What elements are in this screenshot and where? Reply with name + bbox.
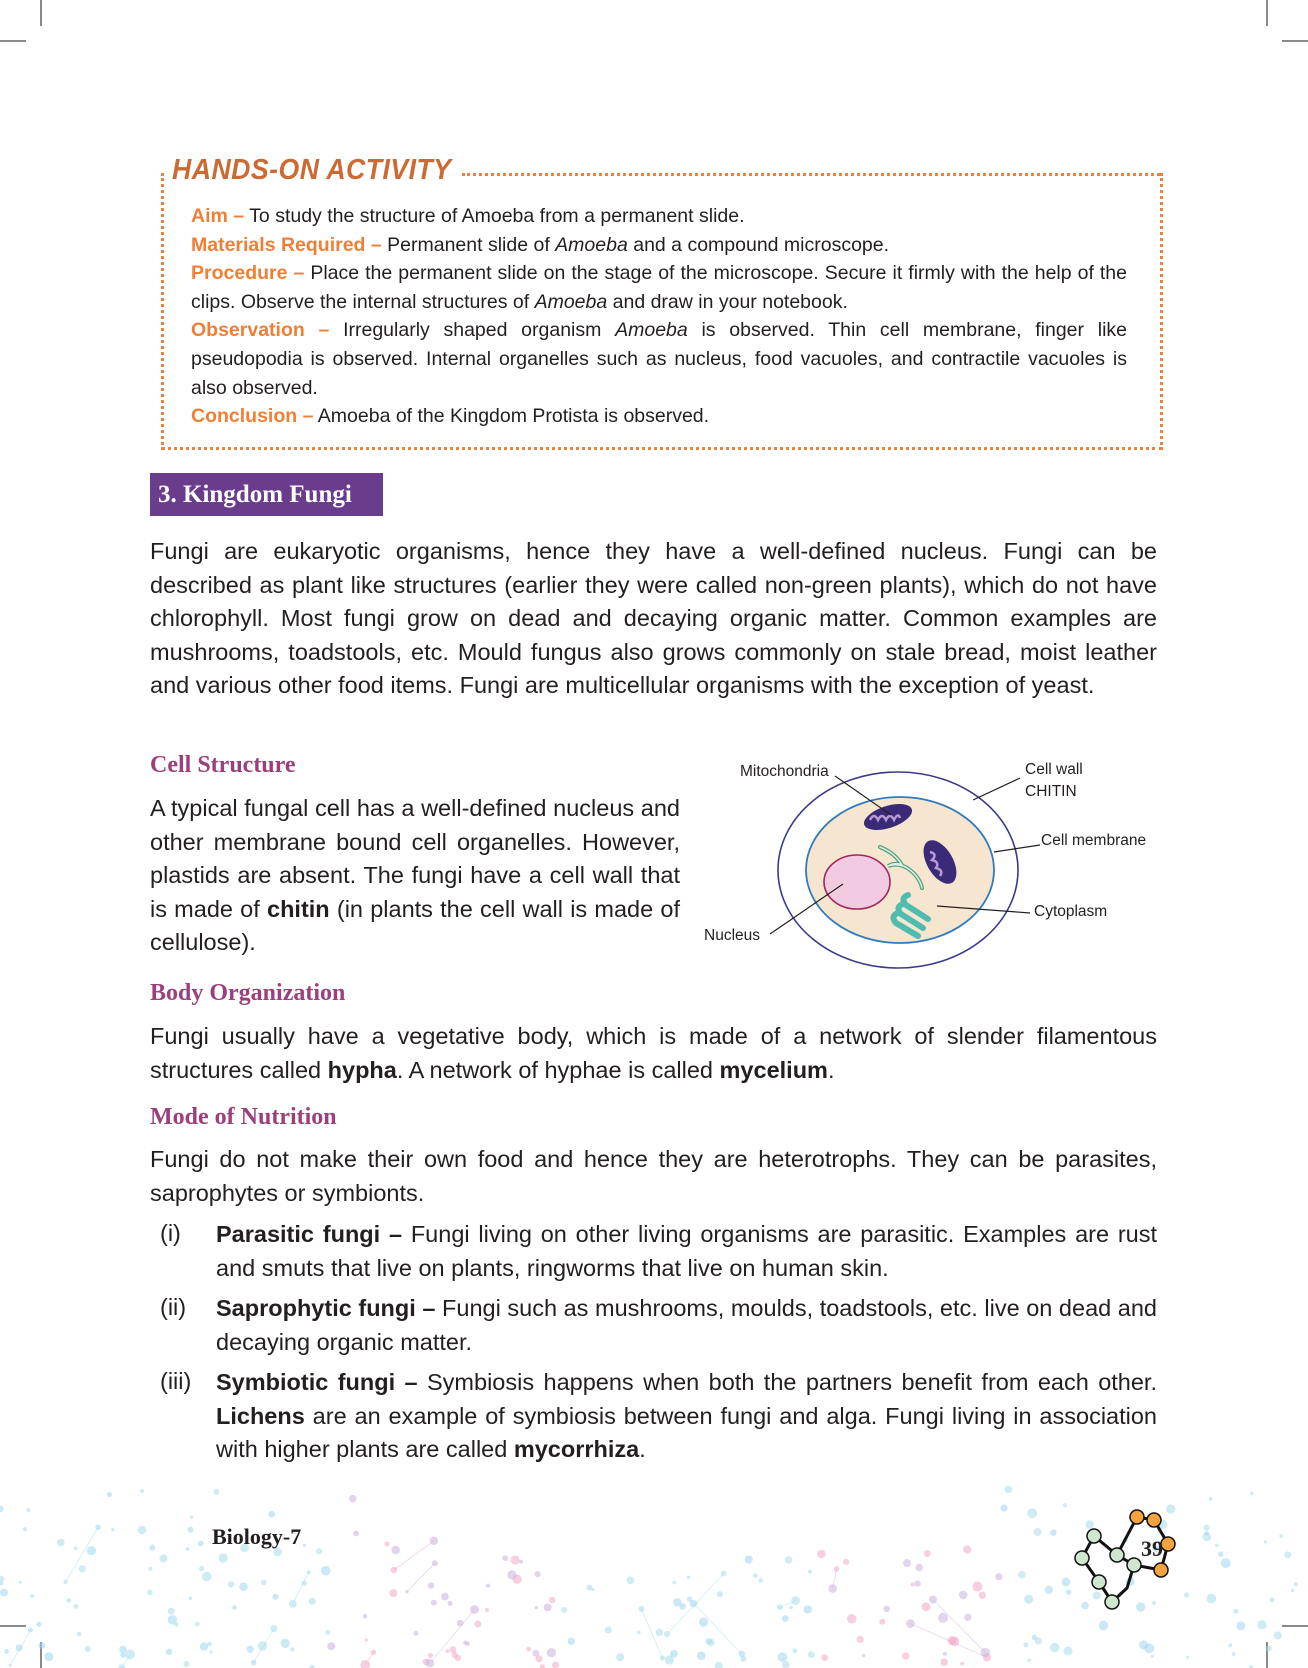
- molecule-node: [446, 1649, 450, 1653]
- molecule-node: [672, 1581, 676, 1585]
- molecule-node: [428, 1653, 433, 1658]
- crop-mark: [1266, 0, 1268, 26]
- molecule-node: [457, 1620, 464, 1627]
- molecule-node: [1257, 1620, 1266, 1629]
- molecule-node: [510, 1555, 519, 1564]
- molecule-node: [66, 1598, 71, 1603]
- molecule-node: [1234, 1609, 1239, 1614]
- molecule-node: [540, 1664, 545, 1668]
- molecule-node: [699, 1618, 708, 1627]
- molecule-node: [804, 1605, 812, 1613]
- molecule-node: [1024, 1595, 1033, 1604]
- molecule-node: [16, 1644, 23, 1651]
- materials-italic: Amoeba: [555, 233, 628, 256]
- molecule-node: [431, 1600, 437, 1606]
- molecule-node: [959, 1591, 968, 1600]
- molecule-node: [363, 1614, 368, 1619]
- molecule-node: [148, 1567, 152, 1571]
- molecule-node: [1294, 1582, 1298, 1586]
- molecule-node: [1232, 1652, 1236, 1656]
- molecule-node: [1250, 1492, 1253, 1495]
- molecule-node: [561, 1607, 567, 1613]
- molecule-node: [4, 1649, 9, 1654]
- molecule-node: [365, 1638, 368, 1641]
- molecule-node: [140, 1489, 144, 1493]
- molecule-node: [1284, 1551, 1291, 1558]
- molecule-node: [74, 1604, 79, 1609]
- molecule-node: [261, 1580, 267, 1586]
- label-cytoplasm: Cytoplasm: [1034, 903, 1108, 920]
- activity-observation: [191, 316, 1127, 402]
- mycelium-term: mycelium: [719, 1056, 828, 1083]
- body-org-text-3: .: [827, 1056, 835, 1083]
- molecule-node: [758, 1578, 763, 1583]
- molecule-node: [547, 1648, 556, 1657]
- procedure-italic: Amoeba: [534, 290, 608, 313]
- molecule-node: [753, 1573, 758, 1578]
- molecule-node: [413, 1631, 418, 1636]
- activity-body: [191, 202, 1127, 431]
- molecule-node: [125, 1650, 135, 1660]
- molecule-node: [470, 1605, 479, 1614]
- molecule-node: [26, 1508, 30, 1512]
- molecule-node: [303, 1544, 306, 1547]
- molecule-node: [119, 1646, 127, 1654]
- molecule-node: [384, 1541, 389, 1546]
- molecule-node: [526, 1647, 531, 1652]
- molecule-node: [168, 1608, 175, 1615]
- molecule-node: [656, 1629, 663, 1636]
- molecule-node: [717, 1591, 723, 1597]
- crop-mark: [40, 0, 42, 26]
- molecule-node: [903, 1559, 911, 1567]
- molecule-node: [960, 1662, 964, 1666]
- molecule-node: [1205, 1531, 1209, 1535]
- molecule-node: [549, 1597, 555, 1603]
- molecule-node: [57, 1539, 65, 1547]
- molecule-node: [979, 1592, 986, 1599]
- section-intro: Fungi are eukaryotic organisms, hence they have a well-defined nucleus. Fungi can be described as plant like structures (earlier they were called non-green plants), which do not have chlorophyll. Most fungi grow on dead and decaying organic matter. Common examples are mushrooms, toadstools, etc. Mould fungus also grows commonly on stale bread, moist leather and various other food items. Fungi are multicellular organisms with the exception of yeast.: [150, 538, 1157, 699]
- activity-procedure: [191, 259, 1127, 316]
- molecule-node: [777, 1604, 783, 1610]
- molecule-node: [847, 1614, 857, 1624]
- molecule-node: [1005, 1486, 1013, 1494]
- list-item-label: Parasitic fungi –: [216, 1221, 403, 1247]
- molecule-node: [87, 1546, 96, 1555]
- molecule-node: [19, 1581, 22, 1584]
- molecule-node: [316, 1548, 322, 1554]
- molecule-node: [817, 1550, 826, 1559]
- molecule-node: [673, 1598, 681, 1606]
- molecule-node: [1018, 1571, 1026, 1579]
- molecule-node: [1264, 1540, 1267, 1543]
- molecule-node: [782, 1615, 789, 1622]
- molecule-node: [532, 1650, 539, 1657]
- molecule-node: [1186, 1656, 1189, 1659]
- materials-label: Materials Required –: [191, 233, 382, 256]
- molecule-node: [1034, 1528, 1042, 1536]
- cell-structure-heading: Cell Structure: [150, 752, 296, 778]
- molecule-node: [943, 1652, 947, 1656]
- molecule-node: [28, 1628, 33, 1633]
- molecule-node: [745, 1555, 753, 1563]
- molecule-node: [111, 1528, 114, 1531]
- molecule-node: [902, 1652, 909, 1659]
- molecule-node: [789, 1606, 792, 1609]
- molecule-node: [916, 1564, 923, 1571]
- molecule-node: [715, 1662, 723, 1668]
- molecule-node: [940, 1658, 948, 1666]
- molecule-node: [660, 1656, 665, 1661]
- molecule-node: [963, 1545, 971, 1553]
- molecule-node: [1151, 1655, 1154, 1658]
- molecule-node: [0, 1576, 4, 1582]
- section-heading: 3. Kingdom Fungi: [150, 473, 383, 516]
- aim-label: Aim –: [191, 205, 245, 227]
- molecule-node: [1023, 1642, 1028, 1647]
- molecule-node: [544, 1603, 552, 1611]
- molecule-node: [486, 1584, 490, 1588]
- molecule-node: [183, 1661, 189, 1667]
- cell-structure-text: [150, 792, 680, 960]
- molecule-node: [281, 1639, 290, 1648]
- body-organization-text: [150, 1020, 1157, 1087]
- list-item-label: Saprophytic fungi –: [216, 1295, 436, 1321]
- label-cell-wall: Cell wall: [1025, 761, 1083, 778]
- molecule-node: [353, 1531, 359, 1537]
- molecule-node: [828, 1584, 837, 1593]
- list-item-label: Symbiotic fungi –: [216, 1369, 418, 1395]
- molecule-node: [232, 1605, 237, 1610]
- molecule-node: [938, 1613, 948, 1623]
- molecule-node: [195, 1622, 200, 1627]
- molecule-node: [670, 1650, 678, 1658]
- molecule-node: [1228, 1643, 1232, 1647]
- molecule-node: [1215, 1543, 1219, 1547]
- molecule-node: [247, 1645, 254, 1652]
- molecule-node: [325, 1630, 330, 1635]
- molecule-node: [586, 1585, 592, 1591]
- list-item-saprophytic: [216, 1292, 1157, 1359]
- molecule-node: [883, 1606, 889, 1612]
- molecule-node: [1209, 1497, 1213, 1501]
- molecule-node: [85, 1646, 91, 1652]
- molecule-node: [687, 1576, 690, 1579]
- molecule-node: [138, 1526, 147, 1535]
- molecule-node: [605, 1626, 612, 1633]
- aim-text: To study the structure of Amoeba from a permanent slide.: [244, 205, 745, 227]
- molecule-node: [568, 1637, 575, 1644]
- nutrition-heading: Mode of Nutrition: [150, 1104, 337, 1130]
- list-item-text-3: .: [639, 1436, 646, 1463]
- molecule-node: [513, 1575, 522, 1584]
- molecule-node: [290, 1647, 294, 1651]
- hexagon-molecule-icon: [1050, 1500, 1190, 1650]
- molecule-node: [782, 1661, 790, 1668]
- molecule-node: [502, 1555, 508, 1561]
- molecule-node: [964, 1614, 971, 1621]
- book-title: Biology-7: [212, 1524, 302, 1549]
- materials-text: Permanent slide of: [381, 233, 556, 256]
- molecule-node: [166, 1649, 172, 1655]
- molecule-node: [879, 1619, 885, 1625]
- molecule-node: [637, 1631, 640, 1634]
- molecule-node: [63, 1580, 67, 1584]
- list-item-parasitic: [216, 1218, 1157, 1285]
- molecule-node: [972, 1582, 982, 1592]
- molecule-node: [1221, 1558, 1231, 1568]
- molecule-node: [327, 1642, 335, 1650]
- molecule-node: [1000, 1505, 1007, 1512]
- molecule-node: [174, 1622, 178, 1626]
- molecule-node: [535, 1606, 538, 1609]
- activity-conclusion: [191, 402, 1127, 431]
- lichens-term: Lichens: [216, 1402, 305, 1429]
- molecule-node: [107, 1492, 112, 1497]
- procedure-text: Place the permanent slide on the stage of the microscope. Secure it firmly with the help of the clips. Observe the internal structures of: [191, 262, 1127, 313]
- molecule-node: [349, 1495, 357, 1503]
- molecule-node: [44, 1652, 53, 1661]
- activity-title: HANDS-ON ACTIVITY: [172, 154, 459, 187]
- molecule-node: [30, 1594, 34, 1598]
- molecule-node: [721, 1571, 727, 1577]
- molecule-node: [321, 1566, 331, 1576]
- molecule-node: [785, 1556, 792, 1563]
- molecule-node: [843, 1559, 849, 1565]
- molecule-node: [74, 1546, 78, 1550]
- molecule-node: [0, 1589, 8, 1597]
- molecule-node: [218, 1553, 227, 1562]
- molecule-node: [821, 1654, 828, 1661]
- molecule-node: [1028, 1659, 1031, 1662]
- molecule-node: [1266, 1646, 1272, 1652]
- molecule-node: [856, 1636, 863, 1643]
- molecule-node: [911, 1582, 915, 1586]
- cell-structure-text-2: (in plants the cell wall is made of cellulose).: [150, 895, 680, 956]
- molecule-node: [906, 1619, 915, 1628]
- molecule-node: [808, 1570, 812, 1574]
- molecule-node: [995, 1573, 1002, 1580]
- molecule-node: [405, 1590, 408, 1593]
- crop-mark: [0, 40, 26, 42]
- list-item-text-2: are an example of symbiosis between fungi and alga. Fungi living in association with higher plants are called: [216, 1402, 1157, 1463]
- observation-italic: Amoeba: [615, 319, 688, 342]
- label-mitochondria: Mitochondria: [740, 763, 829, 780]
- molecule-node: [95, 1525, 100, 1530]
- molecule-node: [147, 1590, 153, 1596]
- crop-mark: [1282, 40, 1308, 42]
- list-number: (ii): [160, 1294, 187, 1320]
- conclusion-text: Amoeba of the Kingdom Protista is observed.: [313, 405, 710, 428]
- molecule-node: [189, 1597, 192, 1600]
- molecule-node: [1206, 1594, 1216, 1604]
- nucleus-shape: [824, 855, 890, 909]
- molecule-node: [862, 1654, 865, 1657]
- molecule-node: [924, 1550, 931, 1557]
- molecule-node: [188, 1527, 194, 1533]
- molecule-node: [209, 1650, 213, 1654]
- molecule-node: [1270, 1598, 1275, 1603]
- molecule-node: [1274, 1632, 1282, 1640]
- molecule-node: [268, 1511, 275, 1518]
- molecule-node: [199, 1566, 204, 1571]
- materials-text-2: and a compound microscope.: [627, 233, 890, 256]
- cell-structure-text-1: A typical fungal cell has a well-defined nucleus and other membrane bound cell organelles. However, plastids are absent. The fungi have a cell wall that is made of: [150, 795, 680, 922]
- list-item-symbiotic: [216, 1366, 1157, 1467]
- molecule-node: [448, 1601, 453, 1606]
- molecule-node: [948, 1636, 957, 1645]
- molecule-node: [552, 1662, 559, 1668]
- body-org-text-2: . A network of hyphae is called: [396, 1056, 720, 1083]
- molecule-node: [190, 1516, 193, 1519]
- molecule-node: [390, 1567, 397, 1574]
- molecule-node: [441, 1593, 449, 1601]
- activity-aim: [191, 202, 1127, 231]
- list-item-text: Fungi such as mushrooms, moulds, toadstools, etc. live on dead and decaying organic matter.: [216, 1295, 1157, 1355]
- hypha-term: hypha: [327, 1056, 397, 1083]
- mycorrhiza-term: mycorrhiza: [513, 1436, 640, 1463]
- observation-text-2: is observed. Thin cell membrane, finger like pseudopodia is observed. Internal organelles such as nucleus, food vacuoles, and contractile vacuoles is also observed.: [191, 319, 1128, 399]
- list-number: (iii): [160, 1368, 192, 1394]
- molecule-node: [159, 1554, 167, 1562]
- page-number: 39: [1141, 1536, 1163, 1561]
- molecule-node: [428, 1582, 434, 1588]
- molecule-node: [23, 1527, 27, 1531]
- molecule-node: [929, 1596, 937, 1604]
- molecule-node: [705, 1638, 712, 1645]
- molecule-node: [450, 1646, 457, 1653]
- conclusion-label: Conclusion –: [191, 405, 314, 428]
- molecule-node: [272, 1594, 278, 1600]
- molecule-node: [430, 1537, 438, 1545]
- nutrition-intro: Fungi do not make their own food and hence they are heterotrophs. They can be parasites, saprophytes or symbionts.: [150, 1146, 1157, 1206]
- molecule-node: [120, 1652, 126, 1658]
- molecule-node: [778, 1652, 788, 1662]
- molecule-node: [0, 1506, 4, 1513]
- molecule-node: [915, 1581, 921, 1587]
- body-organization-heading: Body Organization: [150, 980, 346, 1006]
- list-number: (i): [160, 1220, 181, 1246]
- molecule-node: [200, 1642, 208, 1650]
- molecule-node: [228, 1581, 234, 1587]
- observation-label: Observation –: [191, 319, 330, 342]
- molecule-node: [808, 1651, 815, 1658]
- molecule-node: [792, 1648, 797, 1653]
- observation-text: Irregularly shaped organism: [329, 319, 616, 342]
- molecule-node: [309, 1598, 316, 1605]
- molecule-node: [1236, 1621, 1245, 1630]
- molecule-node: [463, 1641, 467, 1645]
- molecule-node: [1035, 1637, 1042, 1644]
- molecule-node: [922, 1602, 931, 1611]
- label-cell-membrane: Cell membrane: [1041, 832, 1147, 849]
- molecule-node: [198, 1541, 204, 1547]
- molecule-node: [627, 1576, 635, 1584]
- molecule-node: [213, 1489, 219, 1495]
- list-item-text: Symbiosis happens when both the partners benefit from each other.: [417, 1369, 1157, 1395]
- molecule-node: [186, 1547, 190, 1551]
- molecule-node: [79, 1565, 86, 1572]
- molecule-node: [1218, 1551, 1223, 1556]
- molecule-node: [239, 1582, 248, 1591]
- molecule-node: [202, 1572, 212, 1582]
- procedure-label: Procedure –: [191, 262, 305, 285]
- molecule-node: [1203, 1525, 1209, 1531]
- molecule-node: [38, 1642, 45, 1649]
- procedure-text-2: and draw in your notebook.: [607, 290, 848, 313]
- molecule-node: [371, 1650, 376, 1655]
- list-item-text: Fungi living on other living organisms are parasitic. Examples are rust and smuts that live on plants, ringworms that live on human skin.: [216, 1221, 1157, 1281]
- activity-border-top: [462, 173, 1160, 176]
- molecule-node: [270, 1625, 277, 1632]
- molecule-node: [1279, 1534, 1282, 1537]
- molecule-node: [289, 1600, 297, 1608]
- molecule-node: [485, 1608, 489, 1612]
- molecule-node: [690, 1600, 698, 1608]
- molecule-node: [616, 1653, 624, 1661]
- molecule-node: [389, 1589, 397, 1597]
- molecule-node: [0, 1581, 3, 1585]
- molecule-node: [1027, 1508, 1037, 1518]
- label-nucleus: Nucleus: [704, 927, 760, 944]
- molecule-node: [360, 1660, 370, 1668]
- label-chitin: CHITIN: [1025, 783, 1077, 800]
- molecule-node: [149, 1545, 155, 1551]
- molecule-node: [697, 1651, 706, 1660]
- molecule-node: [77, 1632, 81, 1636]
- molecule-node: [36, 1622, 41, 1627]
- chitin-term: chitin: [267, 895, 330, 922]
- molecule-node: [258, 1641, 268, 1651]
- molecule-node: [474, 1620, 481, 1627]
- molecule-node: [1291, 1589, 1295, 1593]
- molecule-node: [534, 1571, 540, 1577]
- activity-materials: [191, 231, 1127, 260]
- molecule-node: [391, 1546, 399, 1554]
- body-org-text-1: Fungi usually have a vegetative body, which is made of a network of slender filamentous structures called: [150, 1023, 1157, 1083]
